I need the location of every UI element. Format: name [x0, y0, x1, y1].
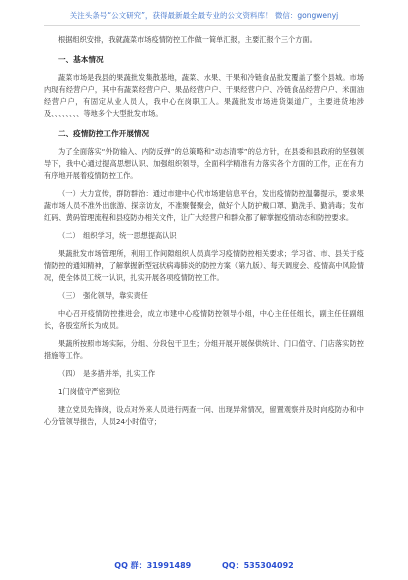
subsection-3-title: （三） 强化领导，靠实责任 — [58, 291, 148, 300]
subsection-1-paragraph: （一）大力宣传，群防群治：通过市建中心代市场建信息平台，发出疫情防控温馨提示，要求果蔬市场人员不准外出旅游、探亲访友，不准聚餐聚会，做好个人防护戴口罩、勤洗手、勤消毒；发布红码、黄码管理流程和县疫防办相关文件，让广大经营户和群众都了解掌握疫情动态和防控要求。 — [44, 189, 364, 222]
overview-paragraph: 为了全面落实“外防输入、内防反弹”的总策略和“动态清零”的总方针，在县委和县政府的坚强领导下，我中心通过提高思想认识、加强组织领导，全面科学精准有力落实各个方面的工作，正在有力有序地开展着疫情防控工作。 — [44, 147, 364, 180]
subsection-3-paragraph: 中心召开疫情防控推进会，成立市建中心疫情防控领导小组，中心主任任组长，副主任任副组长，各股室所长为成员。 — [44, 309, 364, 330]
footer-qq: QQ：535304092 — [222, 561, 294, 570]
subsection-4-title: （四） 是多措并举，扎实工作 — [58, 369, 156, 378]
document-body — [44, 34, 364, 434]
footer-qq-group: QQ 群：31991489 — [114, 561, 192, 570]
subsection-3-paragraph-2: 果蔬所按照市场实际，分组、分段包干卫生；分组开展开展保供统计、门口值守、门店落实防控措施等工作。 — [44, 339, 364, 360]
section-heading-2: 二、疫情防控工作开展情况 — [58, 129, 150, 138]
item-1-paragraph: 建立党员先锋岗，设点对外来人员进行两查一问、出现异常情况，留置观察并及时向疫防办和中心分管领导报告，人员24小时值守； — [44, 405, 364, 426]
footer-contact — [0, 560, 408, 571]
basic-info-paragraph: 蔬菜市场是我县的果蔬批发集散基地，蔬菜、水果、干果和冷链食品批发覆盖了整个县城。市场内现有经营户户，其中有蔬菜经营户户、果品经营户户、干果经营户户、冷链食品经营户户、米面油经营户户，有固定从业人员人，我中心在岗职工人。果蔬批发市场进货渠道广，主要进货地涉及、、、、、、、、等地多个大型批发市场。 — [44, 73, 364, 118]
header-banner: 关注头条号“公文研究”，获得最新最全最专业的公文资料库！ 微信：gongwenyj — [69, 11, 339, 20]
section-heading-1: 一、基本情况 — [58, 55, 104, 64]
intro-paragraph: 根据组织安排，我就蔬菜市场疫情防控工作做一简单汇报，主要汇报个三个方面。 — [58, 35, 317, 44]
item-1-title: 1门岗值守严密到位 — [58, 387, 121, 396]
subsection-2-title: （二） 组织学习，统一思想提高认识 — [58, 231, 177, 240]
subsection-2-paragraph: 果蔬批发市场管理所，利用工作间隙组织人员真学习疫情防控相关要求；学习省、市、县关于疫情防控的通知精神，了解掌握新型冠状病毒肺炎的防控方案（第九版）、每天调度会、疫情高中风险情况，使全体员工统一认识，扎实开展各项疫情防控工作。 — [44, 249, 364, 282]
header-divider — [44, 25, 360, 26]
